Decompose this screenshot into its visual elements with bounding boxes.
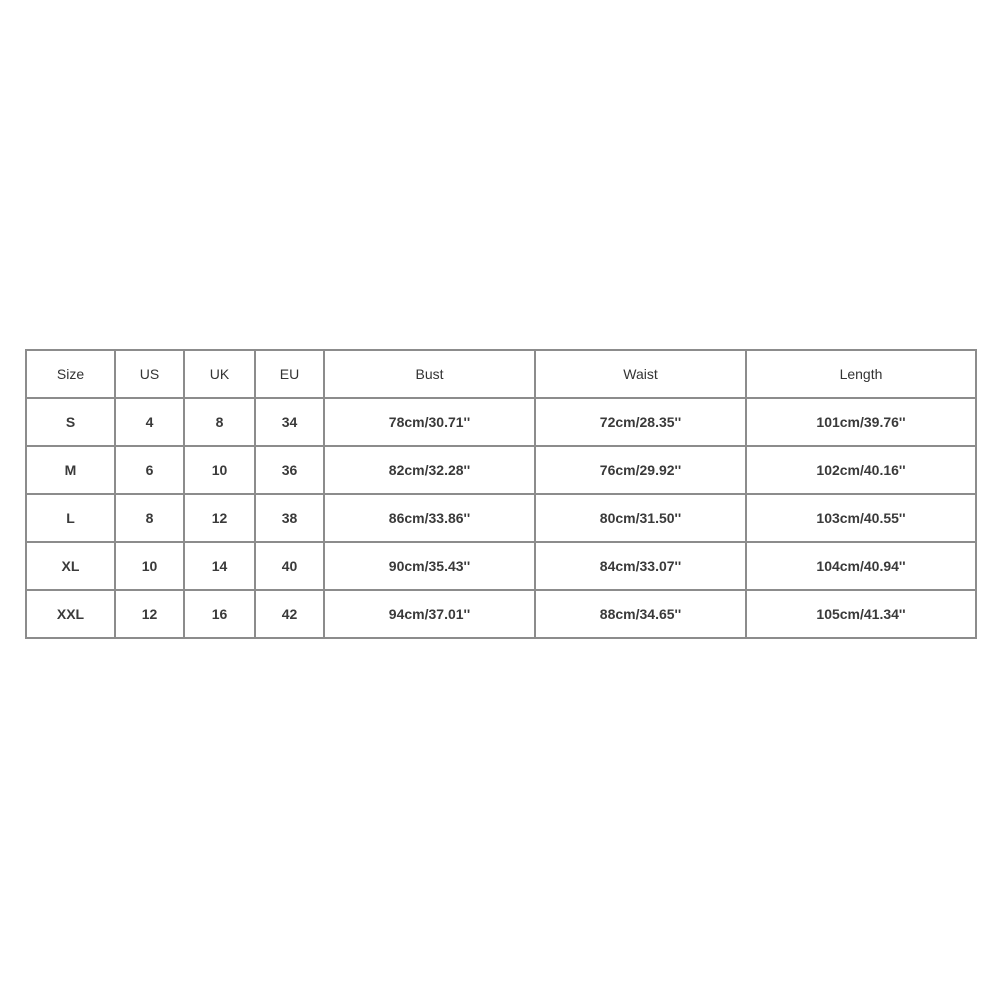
cell-waist: 76cm/29.92''	[535, 446, 746, 494]
cell-eu: 38	[255, 494, 324, 542]
table-row	[26, 398, 976, 446]
cell-eu: 42	[255, 590, 324, 638]
cell-waist: 88cm/34.65''	[535, 590, 746, 638]
cell-size: S	[26, 398, 115, 446]
cell-size: M	[26, 446, 115, 494]
cell-bust: 78cm/30.71''	[324, 398, 535, 446]
cell-eu: 36	[255, 446, 324, 494]
cell-waist: 84cm/33.07''	[535, 542, 746, 590]
cell-length: 104cm/40.94''	[746, 542, 976, 590]
cell-us: 8	[115, 494, 184, 542]
cell-size: XL	[26, 542, 115, 590]
cell-us: 12	[115, 590, 184, 638]
cell-waist: 80cm/31.50''	[535, 494, 746, 542]
cell-eu: 34	[255, 398, 324, 446]
header-size: Size	[26, 350, 115, 398]
cell-eu: 40	[255, 542, 324, 590]
cell-us: 4	[115, 398, 184, 446]
cell-length: 101cm/39.76''	[746, 398, 976, 446]
cell-length: 102cm/40.16''	[746, 446, 976, 494]
cell-size: L	[26, 494, 115, 542]
cell-us: 6	[115, 446, 184, 494]
cell-uk: 10	[184, 446, 255, 494]
table-header-row	[26, 350, 976, 398]
cell-bust: 82cm/32.28''	[324, 446, 535, 494]
header-waist: Waist	[535, 350, 746, 398]
header-uk: UK	[184, 350, 255, 398]
cell-uk: 12	[184, 494, 255, 542]
cell-length: 105cm/41.34''	[746, 590, 976, 638]
cell-uk: 16	[184, 590, 255, 638]
cell-waist: 72cm/28.35''	[535, 398, 746, 446]
header-eu: EU	[255, 350, 324, 398]
size-chart-table	[25, 349, 977, 639]
cell-uk: 8	[184, 398, 255, 446]
header-us: US	[115, 350, 184, 398]
cell-bust: 94cm/37.01''	[324, 590, 535, 638]
table-row	[26, 542, 976, 590]
cell-length: 103cm/40.55''	[746, 494, 976, 542]
table-row	[26, 494, 976, 542]
cell-size: XXL	[26, 590, 115, 638]
header-length: Length	[746, 350, 976, 398]
header-bust: Bust	[324, 350, 535, 398]
table-row	[26, 590, 976, 638]
cell-uk: 14	[184, 542, 255, 590]
cell-bust: 90cm/35.43''	[324, 542, 535, 590]
cell-us: 10	[115, 542, 184, 590]
cell-bust: 86cm/33.86''	[324, 494, 535, 542]
table-row	[26, 446, 976, 494]
